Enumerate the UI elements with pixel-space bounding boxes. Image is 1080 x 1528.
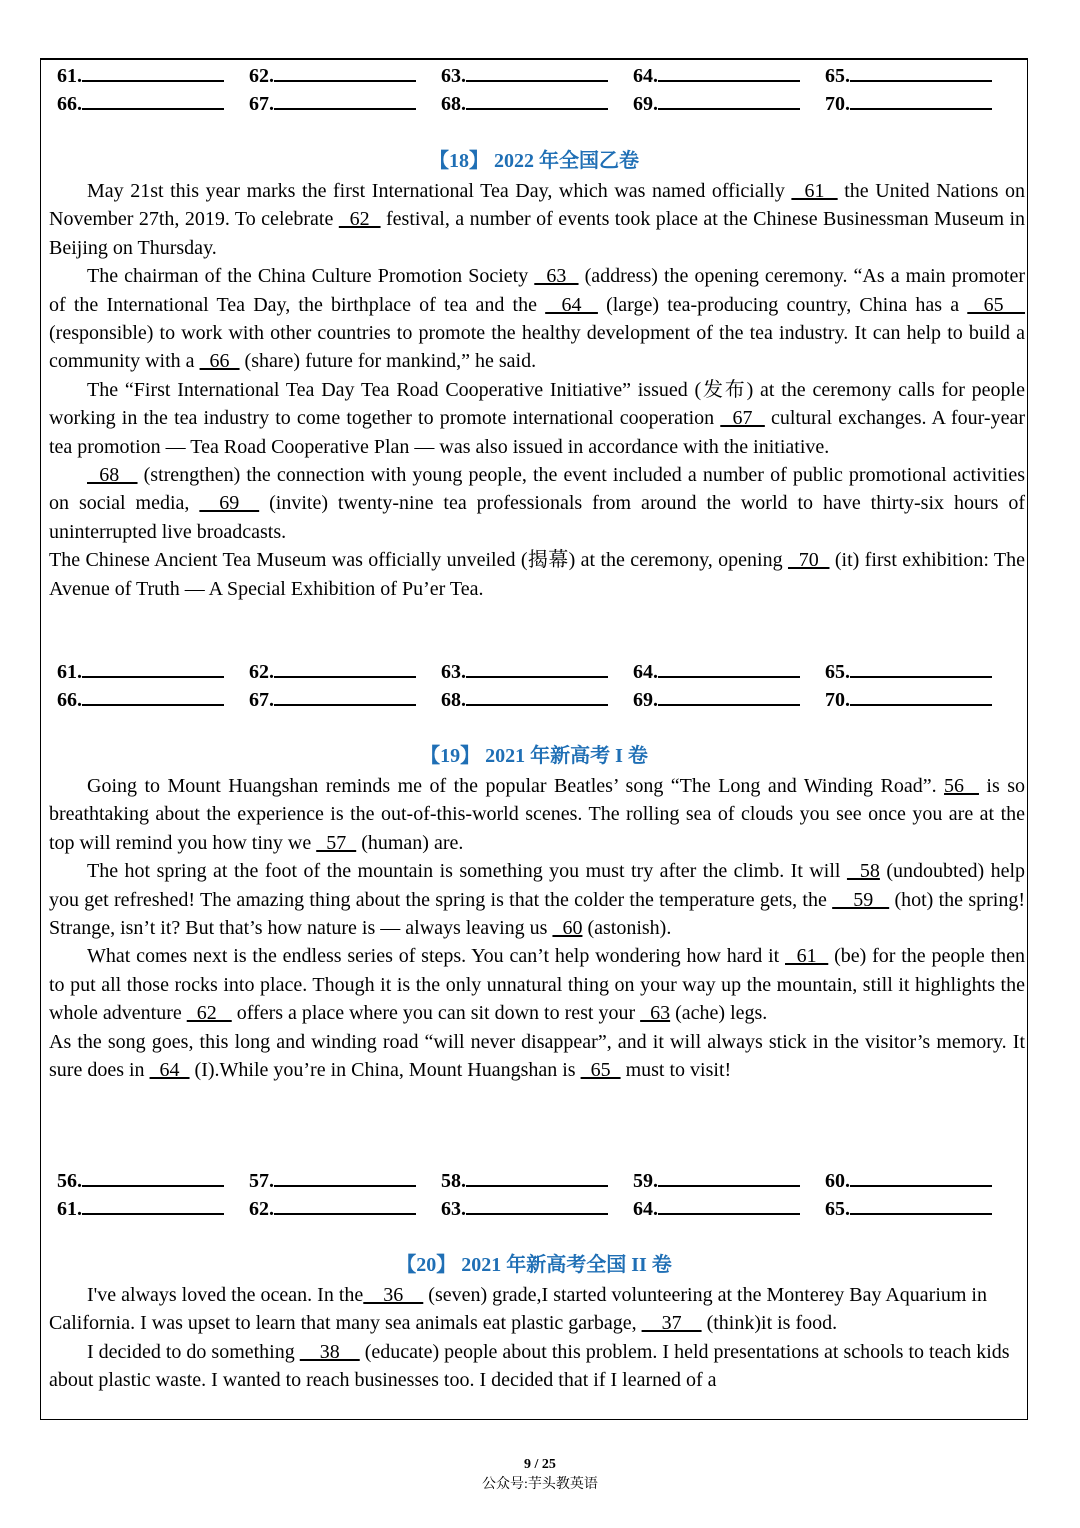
section-19-passage	[49, 772, 1025, 1084]
answer-slot[interactable]: 70.	[825, 686, 1017, 712]
answer-slot[interactable]: 61.	[57, 1195, 249, 1221]
footer-source: 公众号:芋头教英语	[482, 1477, 598, 1492]
blank-66[interactable]: 66	[199, 350, 240, 373]
answer-row	[57, 656, 1017, 684]
paragraph: The “First International Tea Day Tea Road Cooperative Initiative” issued (发布) at the ceremony calls for people working in the tea industry to come together to promote international cooperation 67 cultural exchanges. A four-year tea promotion — Tea Road Cooperative Plan — was also issued in accordance with the initiative.	[49, 378, 1026, 458]
answer-slot[interactable]: 65.	[825, 658, 1017, 684]
section-18-passage	[49, 177, 1025, 603]
paragraph: The Chinese Ancient Tea Museum was officially unveiled (揭幕) at the ceremony, opening 70 (it) first exhibition: The Avenue of Truth — A Special Exhibition of Pu’er Tea.	[49, 549, 1026, 600]
answer-slot[interactable]: 64.	[633, 62, 825, 88]
blank-64[interactable]: 64	[545, 293, 598, 316]
page-footer	[0, 1455, 1080, 1495]
answer-slot[interactable]: 64.	[633, 1195, 825, 1221]
answer-grid-19	[57, 1165, 1017, 1221]
blank-65[interactable]: 65	[580, 1059, 621, 1082]
blank-57[interactable]: 57	[316, 831, 357, 854]
answer-row	[57, 1165, 1017, 1193]
paragraph: The chairman of the China Culture Promotion Society 63 (address) the opening ceremony. “As a main promoter of the International Tea Day, the birthplace of tea and the 64 (large) tea-producing country, China has a 65 (responsible) to work with other countries to promote the healthy development of the tea industry. It can help to build a community with a 66 (share) future for mankind,” he said.	[49, 265, 1026, 373]
answer-slot[interactable]: 68.	[441, 686, 633, 712]
answer-slot[interactable]: 62.	[249, 658, 441, 684]
answer-slot[interactable]: 70.	[825, 90, 1017, 116]
page-number: 9 / 25	[524, 1457, 556, 1472]
answer-slot[interactable]: 62.	[249, 62, 441, 88]
answer-row	[57, 1193, 1017, 1221]
paragraph: The hot spring at the foot of the mountain is something you must try after the climb. It will 58 (undoubted) help you get refreshed! The amazing thing about the spring is that the colder the temperature gets, the 59 (hot) the spring! Strange, isn’t it? But that’s how nature is — always leaving us 60 (astonish).	[49, 860, 1026, 940]
blank-70[interactable]: 70	[787, 549, 830, 572]
answer-row	[57, 60, 1017, 88]
answer-slot[interactable]: 63.	[441, 62, 633, 88]
blank-62[interactable]: 62	[186, 1002, 232, 1025]
paragraph: I decided to do something 38 (educate) people about this problem. I held presentations at schools to teach kids about plastic waste. I wanted to reach businesses too. I decided that if I learned of a	[49, 1340, 1010, 1392]
blank-61[interactable]: 61	[791, 180, 838, 202]
section-19-title: 【19】 2021 年新高考 I 卷	[420, 745, 648, 767]
answer-slot[interactable]: 61.	[57, 658, 249, 684]
paragraph: As the song goes, this long and winding road “will never disappear”, and it will always stick in the visitor’s memory. It sure does in 64 (I).While you’re in China, Mount Huangshan is 65 must to visit!	[49, 1030, 1025, 1082]
blank-38[interactable]: 38	[299, 1340, 360, 1363]
blank-63[interactable]: 63	[534, 265, 579, 288]
blank-64[interactable]: 64	[149, 1059, 190, 1082]
answer-slot[interactable]: 60.	[825, 1167, 1017, 1193]
paragraph: Going to Mount Huangshan reminds me of the popular Beatles’ song “The Long and Winding Road”. 56 is so breathtaking about the experience is the out-of-this-world scenes. The rolling sea of clouds you see once you are at the top will remind you how tiny we 57 (human) are.	[49, 775, 1026, 854]
paragraph: May 21st this year marks the first International Tea Day, which was named officially 61 the United Nations on November 27th, 2019. To celebrate 62 festival, a number of events took place at the Chinese Businessman Museum in Beijing on Thursday.	[49, 180, 1026, 259]
answer-slot[interactable]: 56.	[57, 1167, 249, 1193]
answer-slot[interactable]: 69.	[633, 90, 825, 116]
answer-row	[57, 684, 1017, 712]
answer-slot[interactable]: 67.	[249, 90, 441, 116]
answer-slot[interactable]: 68.	[441, 90, 633, 116]
blank-67[interactable]: 67	[720, 407, 765, 430]
section-18-title: 【18】 2022 年全国乙卷	[429, 150, 639, 172]
answer-slot[interactable]: 66.	[57, 686, 249, 712]
section-20-passage	[49, 1281, 1025, 1395]
answer-slot[interactable]: 66.	[57, 90, 249, 116]
answer-slot[interactable]: 58.	[441, 1167, 633, 1193]
answer-slot[interactable]: 65.	[825, 62, 1017, 88]
blank-59[interactable]: 59	[832, 888, 890, 911]
answer-slot[interactable]: 63.	[441, 1195, 633, 1221]
blank-36[interactable]: 36	[363, 1284, 424, 1306]
blank-69[interactable]: 69	[199, 492, 260, 515]
blank-58[interactable]: 58	[846, 860, 880, 883]
answer-slot[interactable]: 62.	[249, 1195, 441, 1221]
answer-slot[interactable]: 61.	[57, 62, 249, 88]
paragraph: I've always loved the ocean. In the 36 (seven) grade,I started volunteering at the Monterey Bay Aquarium in California. I was upset to learn that many sea animals eat plastic garbage, 37 (think)it is food.	[49, 1284, 987, 1335]
answer-slot[interactable]: 57.	[249, 1167, 441, 1193]
section-20-title: 【20】 2021 年新高考全国 II 卷	[396, 1254, 672, 1276]
blank-61[interactable]: 61	[785, 945, 829, 968]
answer-grid-top	[57, 60, 1017, 116]
paragraph: What comes next is the endless series of steps. You can’t help wondering how hard it 61 (be) for the people then to put all those rocks into place. Though it is the only unnatural thing on your way up the mountain, still it highlights the whole adventure 62 offers a place where you can sit down to rest your 63 (ache) legs.	[49, 945, 1026, 1025]
blank-62[interactable]: 62	[338, 208, 381, 231]
answer-slot[interactable]: 69.	[633, 686, 825, 712]
answer-slot[interactable]: 65.	[825, 1195, 1017, 1221]
answer-slot[interactable]: 63.	[441, 658, 633, 684]
blank-68[interactable]: 68	[87, 464, 138, 487]
blank-63[interactable]: 63	[640, 1002, 671, 1025]
blank-37[interactable]: 37	[641, 1312, 702, 1335]
answer-grid-18	[57, 656, 1017, 712]
answer-slot[interactable]: 59.	[633, 1167, 825, 1193]
blank-56[interactable]: 56	[944, 775, 979, 797]
blank-65[interactable]: 65	[967, 293, 1026, 316]
answer-slot[interactable]: 64.	[633, 658, 825, 684]
paragraph: 68 (strengthen) the connection with young people, the event included a number of public promotional activities on social media, 69 (invite) twenty-nine tea professionals from around the world to have thirty-six hours of uninterrupted live broadcasts.	[49, 464, 1025, 543]
answer-slot[interactable]: 67.	[249, 686, 441, 712]
worksheet-frame	[40, 58, 1028, 1420]
blank-60[interactable]: 60	[552, 917, 583, 940]
answer-row	[57, 88, 1017, 116]
